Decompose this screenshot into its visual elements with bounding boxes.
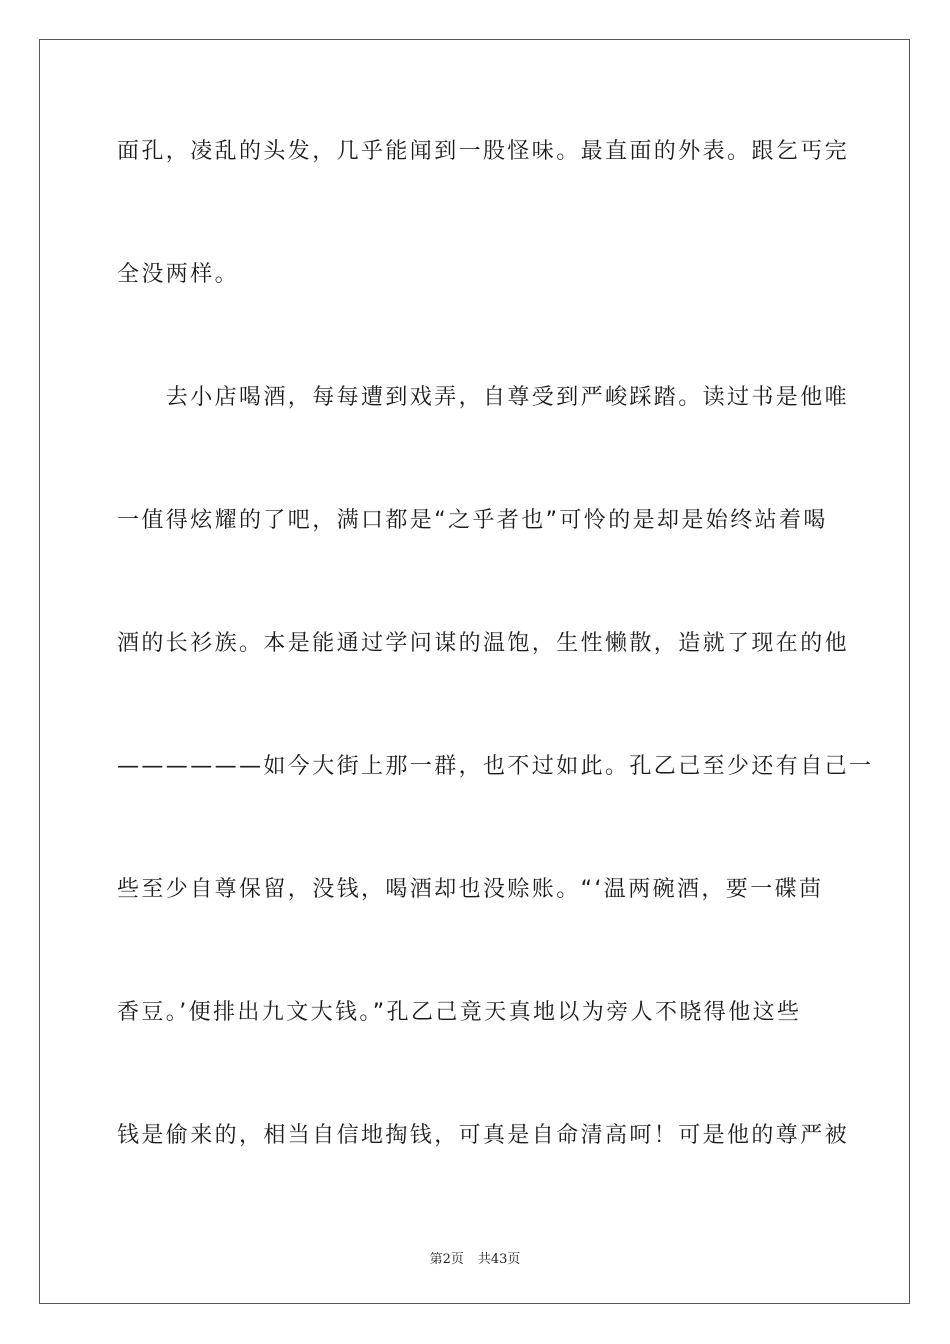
text-line: 钱是偷来的，相当自信地掏钱，可真是自命清高呵！可是他的尊严被 [117,1123,850,1148]
page-border [39,39,910,1304]
text-line: ——————如今大街上那一群，也不过如此。孔乙己至少还有自己一 [117,754,874,779]
text-line: 香豆。’便排出九文大钱。”孔乙己竟天真地以为旁人不晓得他这些 [117,1000,802,1025]
text-line: 去小店喝酒，每每遭到戏弄，自尊受到严峻踩踏。读过书是他唯 [117,385,850,410]
text-line: 一值得炫耀的了吧，满口都是“之乎者也”可怜的是却是始终站着喝 [117,508,828,533]
text-line: 全没两样。 [117,262,240,287]
page-number: 第2页 [429,1252,464,1267]
page-total: 共43页 [477,1252,521,1267]
text-line: 些至少自尊保留，没钱，喝酒却也没赊账。“‘温两碗酒，要一碟茴 [117,877,824,902]
text-line: 酒的长衫族。本是能通过学问谋的温饱，生性懒散，造就了现在的他 [117,631,850,656]
page-footer [0,1248,950,1267]
text-line: 面孔，凌乱的头发，几乎能闻到一股怪味。最直面的外表。跟乞丐完 [117,139,850,164]
